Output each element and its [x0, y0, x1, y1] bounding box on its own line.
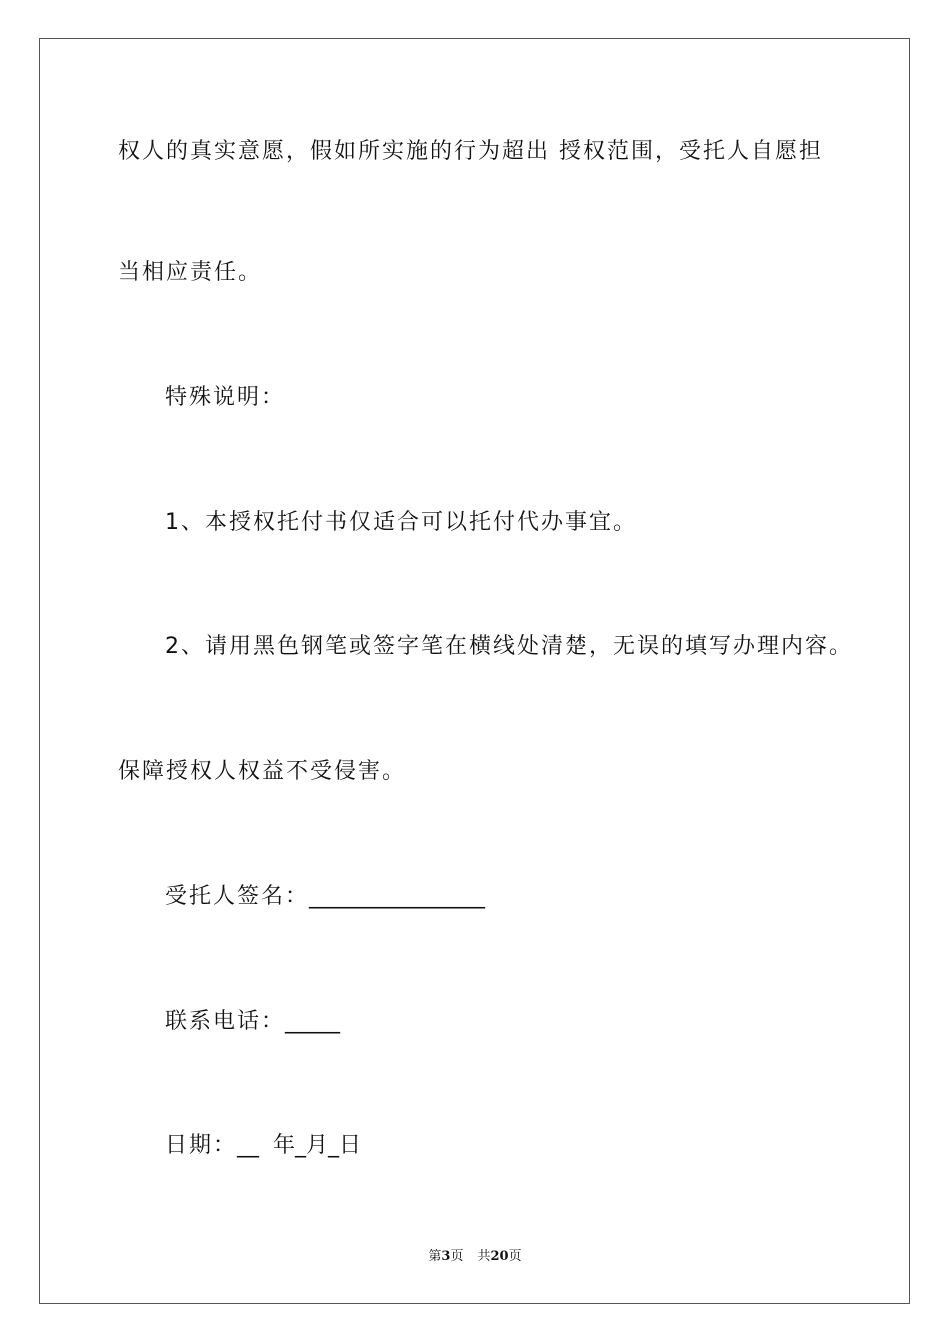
phone-blank: _____	[285, 1009, 341, 1034]
page-current: 3	[441, 1249, 451, 1264]
note-item-2-continuation: 保障授权人权益不受侵害。	[118, 759, 407, 784]
page-number-footer	[0, 1248, 950, 1266]
date-field	[165, 1131, 361, 1161]
trustee-signature-label: 受托人签名：	[165, 884, 310, 909]
page-total: 20	[490, 1249, 509, 1264]
date-label: 日期：	[165, 1133, 238, 1158]
note-item-1: 1、本授权托付书仅适合可以托付代办事宜。	[165, 510, 637, 535]
phone-label: 联系电话：	[165, 1009, 286, 1034]
total-prefix: 共	[477, 1249, 491, 1264]
special-notes-heading: 特殊说明：	[165, 385, 286, 410]
page-prefix: 第	[428, 1249, 442, 1264]
phone-field	[165, 1007, 340, 1037]
note-item-2: 2、请用黑色钢笔或签字笔在横线处清楚，无误的填写办理内容。	[165, 634, 853, 659]
trustee-signature-blank: ________________	[309, 884, 486, 909]
page-frame	[39, 38, 910, 1304]
page-suffix: 页	[450, 1249, 464, 1264]
date-blank: __ 年_月_日	[237, 1133, 362, 1158]
body-line-1: 权人的真实意愿，假如所实施的行为超出 授权范围，受托人自愿担	[118, 139, 823, 164]
trustee-signature-field	[165, 882, 485, 912]
body-line-2: 当相应责任。	[118, 260, 263, 285]
total-suffix: 页	[508, 1249, 522, 1264]
